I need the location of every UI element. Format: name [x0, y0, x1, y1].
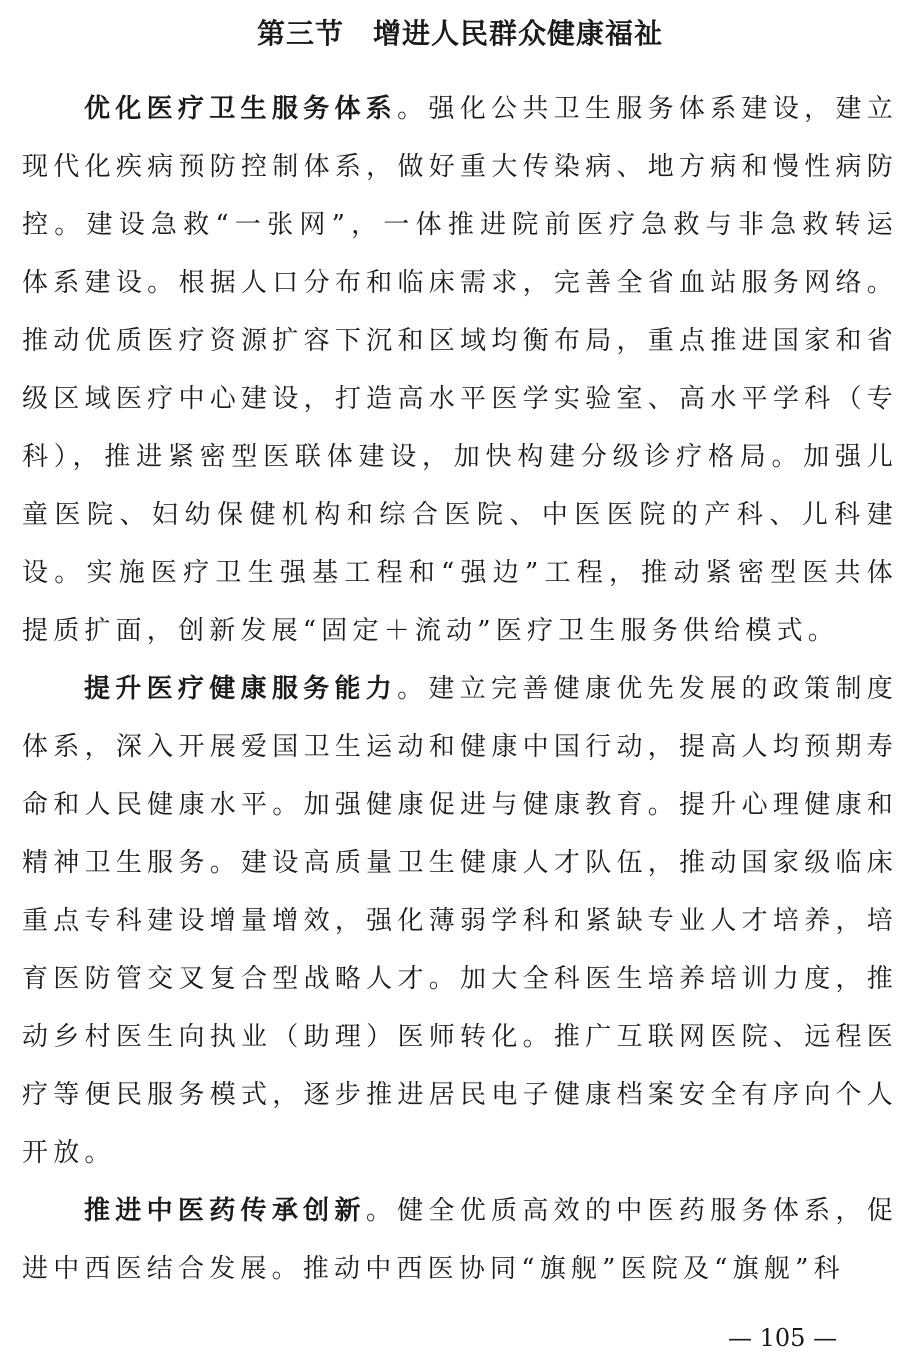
paragraph-health-service-capacity [22, 660, 898, 1182]
body-text [22, 80, 898, 1298]
section-title: 第三节 增进人民群众健康福祉 [256, 17, 663, 50]
paragraph-text: 。强化公共卫生服务体系建设，建立现代化疾病预防控制体系，做好重大传染病、地方病和慢性病防控。建设急救“一张网”，一体推进院前医疗急救与非急救转运体系建设。根据人口分布和临床需求，完善全省血站服务网络。推动优质医疗资源扩容下沉和区域均衡布局，重点推进国家和省级区域医疗中心建设，打造高水平医学实验室、高水平学科（专科），推进紧密型医联体建设，加快构建分级诊疗格局。加强儿童医院、妇幼保健机构和综合医院、中医医院的产科、儿科建设。实施医疗卫生强基工程和“强边”工程，推动紧密型医共体提质扩面，创新发展“固定＋流动”医疗卫生服务供给模式。 [22, 94, 898, 646]
paragraph-lead: 优化医疗卫生服务体系 [84, 94, 398, 124]
paragraph-lead: 推进中医药传承创新 [84, 1196, 366, 1226]
paragraph-lead: 提升医疗健康服务能力 [84, 674, 398, 704]
paragraph-text: 。健全优质高效的中医药服务体系，促进中西医结合发展。推动中西医协同“旗舰”医院及“旗舰”科 [22, 1196, 898, 1284]
paragraph-tcm-innovation [22, 1182, 898, 1298]
paragraph-medical-service-system [22, 80, 898, 660]
page-number: — 105 — [728, 1324, 838, 1352]
paragraph-text: 。建立完善健康优先发展的政策制度体系，深入开展爱国卫生运动和健康中国行动，提高人均预期寿命和人民健康水平。加强健康促进与健康教育。提升心理健康和精神卫生服务。建设高质量卫生健康人才队伍，推动国家级临床重点专科建设增量增效，强化薄弱学科和紧缺专业人才培养，培育医防管交叉复合型战略人才。加大全科医生培养培训力度，推动乡村医生向执业（助理）医师转化。推广互联网医院、远程医疗等便民服务模式，逐步推进居民电子健康档案安全有序向个人开放。 [22, 674, 898, 1168]
